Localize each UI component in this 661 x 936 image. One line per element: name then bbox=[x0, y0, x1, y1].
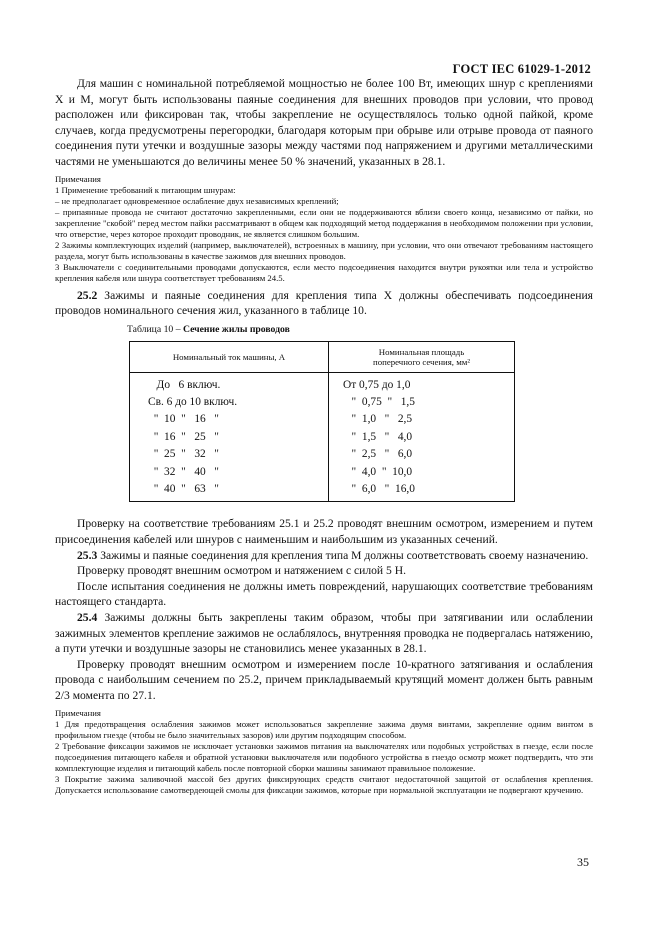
table-wrapper bbox=[55, 341, 593, 503]
section-25-3 bbox=[55, 548, 593, 564]
paragraph-after-test: После испытания соединения не должны иметь повреждений, нарушающих соответствие требованиям настоящего стандарта. bbox=[55, 579, 593, 609]
table-column-area bbox=[329, 372, 515, 502]
table-cell-area: От 0,75 до 1,0 bbox=[343, 378, 411, 391]
section-text: Зажимы должны быть закреплены таким образом, чтобы при затягивании или ослаблении зажимных элементов крепление зажимов не ослаблялось, внутренняя проводка не подвергалась натяжению, а пути утечки и воздушные зазоры не становились менее указанных в 28.1. bbox=[55, 610, 594, 656]
section-number: 25.3 bbox=[77, 548, 98, 562]
table-header-current: Номинальный ток машины, А bbox=[130, 341, 329, 372]
table-header-area-line1: Номинальная площадь bbox=[378, 346, 465, 357]
notes-block-2 bbox=[55, 708, 593, 797]
paragraph-solder-connections: Для машин с номинальной потребляемой мощностью не более 100 Вт, имеющих шнур с креплениями Х и М, могут быть использованы паяные соединения для внешних проводов при условии, что провод расположен или фиксирован так, чтобы закрепление не осуществлялось только одной пайкой, кроме случаев, когда предусмотрены перегородки, благодаря которым при обрыве или отрыве провода от паяного соединения пути утечки и воздушные зазоры между частями под напряжением и другими металлическими частями не уменьшаются до величины менее 50 % значений, указанных в 28.1. bbox=[55, 77, 593, 168]
note-item: 1 Для предотвращения ослабления зажимов может использоваться закрепление зажима двумя винтами, закрепление одним винтом в профильном гнезде (чтобы не было значительных зазоров) или другим подходящим способом. bbox=[55, 718, 593, 740]
table-cell-area: " 1,0 " 2,5 bbox=[343, 413, 413, 426]
notes-title: Примечания bbox=[55, 173, 101, 184]
table-cell-area: " 4,0 " 10,0 bbox=[343, 465, 413, 478]
section-number: 25.4 bbox=[77, 610, 98, 624]
notes-block-1 bbox=[55, 174, 593, 285]
notes-title: Примечания bbox=[55, 707, 101, 718]
note-item: 3 Покрытие зажима заливочной массой без других фиксирующих средств считают недостаточной защитой от ослабления крепления. Допускается использование самотвердеющей смолы для фиксации зажимов, которые при нормальной эксплуатации не подвергают кручению. bbox=[55, 774, 593, 796]
table-caption-prefix: Таблица 10 – bbox=[127, 323, 181, 335]
table-header-row bbox=[130, 341, 515, 372]
table-cell-area: " 2,5 " 6,0 bbox=[343, 448, 413, 461]
page-content bbox=[55, 76, 593, 796]
table-header-area bbox=[329, 341, 515, 372]
table-cell-current: " 25 " 32 " bbox=[148, 448, 219, 461]
note-item: 1 Применение требований к питающим шнурам: bbox=[55, 184, 236, 195]
note-item: – припаянные провода не считают достаточно закрепленными, если они не поддерживаются вблизи своего конца, независимо от пайки, но закрепление "скобой" перед местом пайки рассматривают в общем как подходящий метод поддержания в необходимом положении при условии, что отверстие, через которое проходит проводник, не является слишком большим. bbox=[55, 206, 593, 240]
note-item: – не предполагает одновременное ослабление двух независимых креплений; bbox=[55, 195, 339, 206]
table-cell-area: " 1,5 " 4,0 bbox=[343, 430, 413, 443]
table-column-current bbox=[130, 372, 329, 502]
table-caption bbox=[127, 324, 593, 335]
paragraph-check-25-1-2: Проверку на соответствие требованиям 25.1 и 25.2 проводят внешним осмотром, измерением и путем присоединения кабелей или шнуров с наименьшим и наибольшим из указанных сечений. bbox=[55, 517, 593, 547]
page-number: 35 bbox=[577, 855, 589, 869]
table-cell-area: " 6,0 " 16,0 bbox=[343, 483, 415, 496]
table-caption-title: Сечение жилы проводов bbox=[182, 323, 290, 335]
note-item: 2 Требование фиксации зажимов не исключает установки зажимов питания на выключателях или подобных устройствах в гнезде, если после подсоединения питающего кабеля и обратной установки выключателя или подобного устройства в гнездо осмотр может подтвердить, что эти комплектующие изделия и питающий кабель после повторной сборки машины занимают правильное положение. bbox=[55, 740, 593, 774]
table-cell-current: " 32 " 40 " bbox=[148, 465, 219, 478]
note-item: 2 Зажимы комплектующих изделий (например, выключателей), встроенных в машину, при условии, что они отвечают требованиям настоящего раздела, могут быть использованы в качестве зажимов для внешних проводов. bbox=[55, 240, 593, 262]
table-header-area-line2: поперечного сечения, мм² bbox=[373, 356, 470, 367]
table-cell-area: " 0,75 " 1,5 bbox=[343, 396, 415, 409]
section-25-4 bbox=[55, 610, 593, 657]
section-text: Зажимы и паяные соединения для крепления типа М должны соответствовать своему назначению. bbox=[100, 548, 589, 562]
section-number: 25.2 bbox=[77, 288, 98, 302]
section-text: Зажимы и паяные соединения для крепления типа Х должны обеспечивать подсоединения проводов номинального сечения жил, указанного в таблице 10. bbox=[55, 288, 593, 318]
table-cell-current: Св. 6 до 10 включ. bbox=[148, 396, 238, 409]
table-cell-current: " 16 " 25 " bbox=[148, 430, 219, 443]
table-cell-current: " 10 " 16 " bbox=[148, 413, 219, 426]
note-item: 3 Выключатели с соединительными проводами допускаются, если место подсоединения находится внутри рукоятки или тела и устройство крепления кабеля или шнура соответствует требованиям 24.5. bbox=[55, 262, 593, 284]
table-body-row bbox=[130, 372, 515, 502]
table-cell-current: До 6 включ. bbox=[148, 378, 221, 391]
table-cell-current: " 40 " 63 " bbox=[148, 483, 219, 496]
paragraph-check-tension: Проверку проводят внешним осмотром и натяжением с силой 5 Н. bbox=[77, 564, 406, 578]
paragraph-check-torque: Проверку проводят внешним осмотром и измерением после 10-кратного затягивания и ослабления провода с наибольшим сечением по 25.2, причем прикладываемый крутящий момент должен быть равным 2/3 момента по 27.1. bbox=[55, 657, 593, 702]
document-header: ГОСТ IEC 61029-1-2012 bbox=[452, 62, 591, 76]
wire-section-table bbox=[129, 341, 515, 503]
section-25-2 bbox=[55, 288, 593, 319]
